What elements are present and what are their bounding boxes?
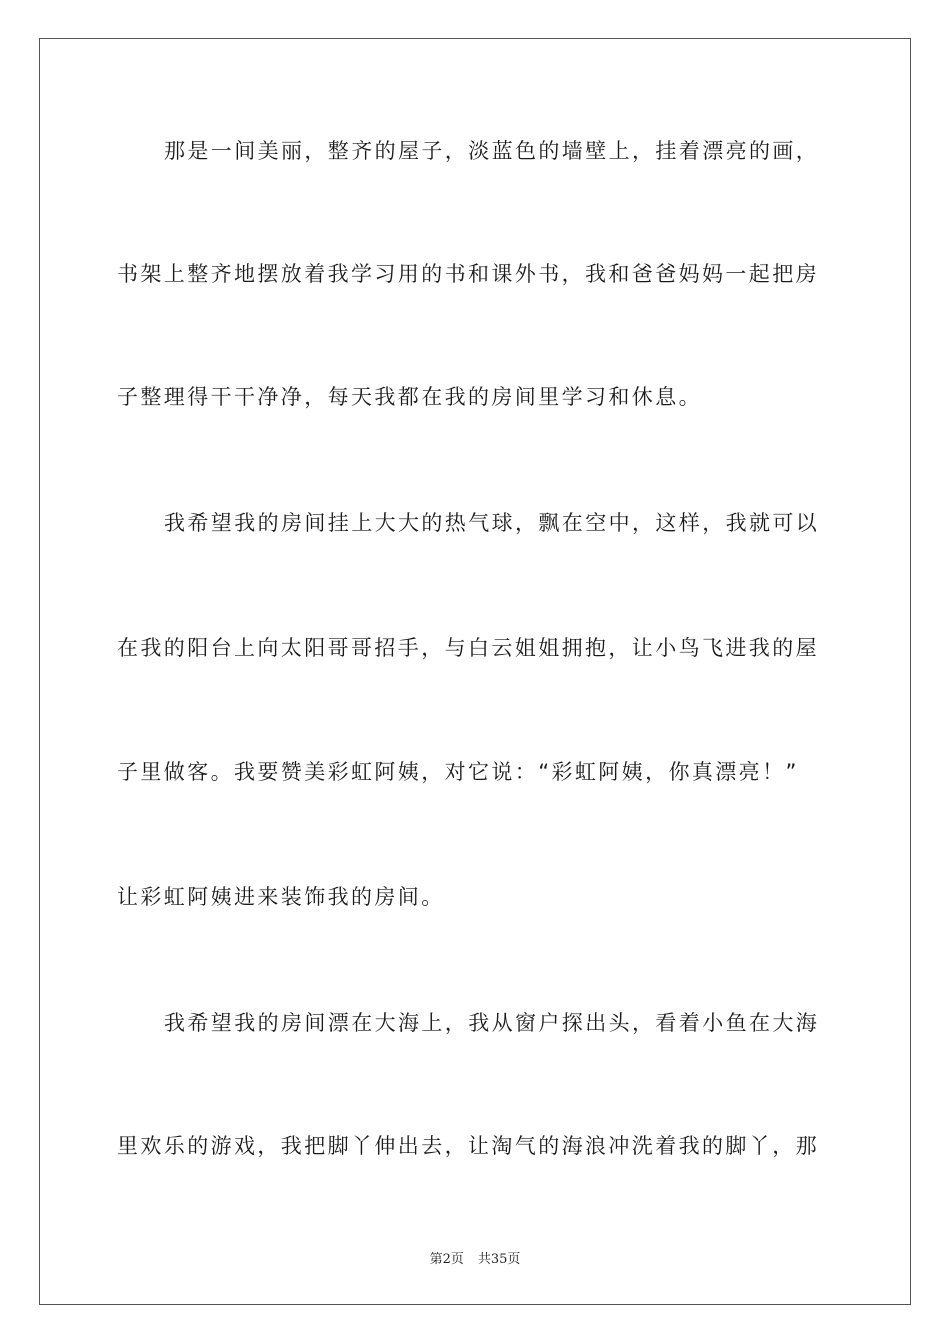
paragraph-2-line-2: 在我的阳台上向太阳哥哥招手，与白云姐姐拥抱，让小鸟飞进我的屋 xyxy=(117,636,819,660)
paragraph-1-line-1: 那是一间美丽，整齐的屋子，淡蓝色的墙壁上，挂着漂亮的画， xyxy=(164,139,820,163)
paragraph-1-line-3: 子整理得干干净净，每天我都在我的房间里学习和休息。 xyxy=(117,385,702,409)
paragraph-1-line-2: 书架上整齐地摆放着我学习用的书和课外书，我和爸爸妈妈一起把房 xyxy=(117,262,819,286)
total-pages: 共35页 xyxy=(477,1252,521,1267)
paragraph-2-line-3: 子里做客。我要赞美彩虹阿姨，对它说：“彩虹阿姨，你真漂亮！” xyxy=(117,760,799,784)
paragraph-3-line-2: 里欢乐的游戏，我把脚丫伸出去，让淘气的海浪冲洗着我的脚丫，那 xyxy=(117,1134,819,1158)
paragraph-2-line-4: 让彩虹阿姨进来装饰我的房间。 xyxy=(117,885,445,909)
page-number: 第2页 xyxy=(429,1252,464,1267)
paragraph-2-line-1: 我希望我的房间挂上大大的热气球，飘在空中，这样，我就可以 xyxy=(164,511,820,535)
page-footer xyxy=(0,1248,950,1267)
page-border xyxy=(39,38,911,1305)
paragraph-3-line-1: 我希望我的房间漂在大海上，我从窗户探出头，看着小鱼在大海 xyxy=(164,1011,820,1035)
